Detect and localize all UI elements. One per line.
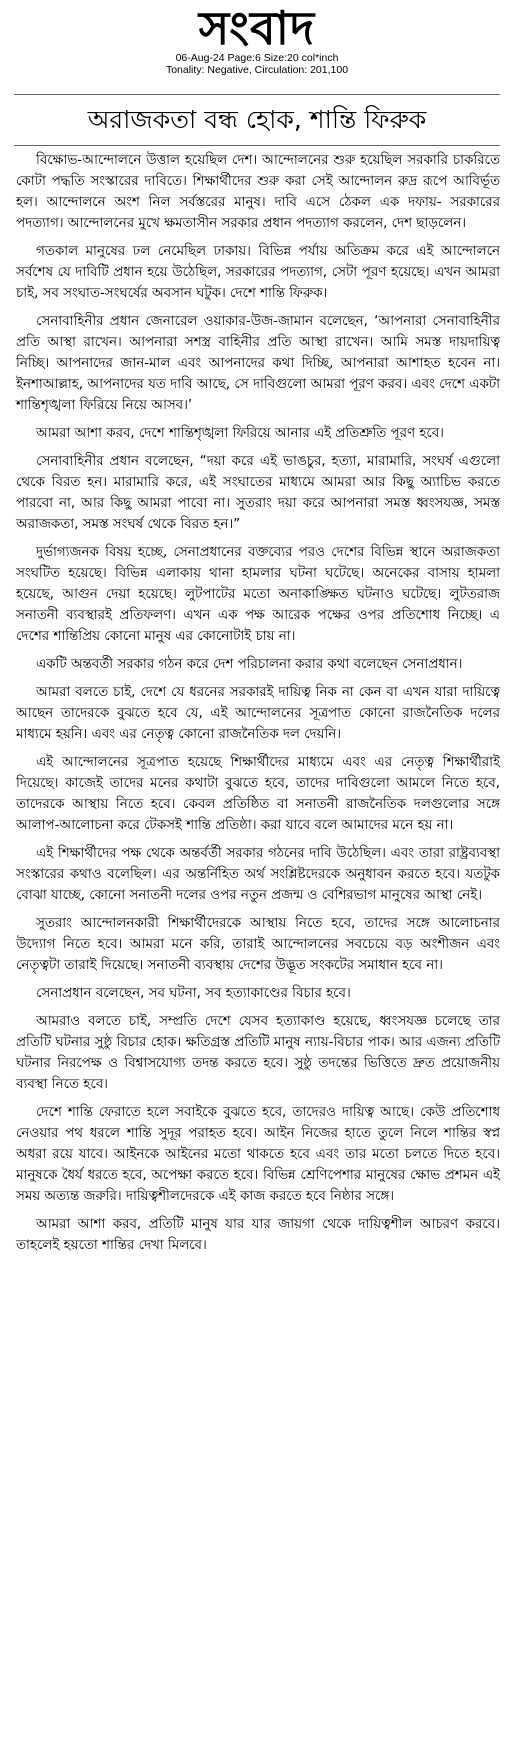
article-paragraph: এই শিক্ষার্থীদের পক্ষ থেকে অন্তর্বর্তী সরকার গঠনের দাবি উঠেছিল। এবং তারা রাষ্ট্রব্যবস্থা সংস্কারের কথাও বলেছিল। এর অন্তর্নিহিত অর্থ সংশ্লিষ্টদেরকে অনুধাবন করতে হবে। যতটুক বোঝা যাচ্ছে, কোনো সনাতনী দলের ওপর নতুন প্রজন্ম ও বেশিরভাগ মানুষের আস্থা নেই। [16, 846, 500, 903]
article-paragraph: সেনাপ্রধান বলেছেন, সব ঘটনা, সব হত্যাকাণ্ডের বিচার হবে। [36, 986, 351, 1001]
headline-box [14, 94, 500, 146]
article-paragraph: সেনাবাহিনীর প্রধান জেনারেল ওয়াকার-উজ-জামান বলেছেন, ‘আপনারা সেনাবাহিনীর প্রতি আস্থা রাখেন। আপনারা সশস্ত্র বাহিনীর প্রতি আস্থা রাখেন। আমি সমস্ত দায়দায়িত্ব নিচ্ছি। আপনাদের জান-মাল এবং আপনাদের কথা দিচ্ছি, আপনারা আশাহত হবেন না। ইনশাআল্লাহ, আপনাদের যত দাবি আছে, সে দাবিগুলো আমরা পূরণ করব। এবং দেশে একটা শান্তিশৃঙ্খলা ফিরিয়ে নিয়ে আসব।’ [16, 314, 500, 413]
article-paragraph: সেনাবাহিনীর প্রধান বলেছেন, “দয়া করে এই ভাঙচুর, হত্যা, মারামারি, সংঘর্ষ এগুলো থেকে বিরত হন। মারামারি করে, এই সংঘাতের মাধ্যমে আমরা আর কিছু অ্যাচিভ করতে পারবো না, আর কিছু আমরা পাবো না। সুতরাং দয়া করে আপনারা সমস্ত ধ্বংসযজ্ঞ, সমস্ত অরাজকতা, সমস্ত সংঘর্ষ থেকে বিরত হন।” [16, 454, 500, 532]
article-paragraph: আমরা আশা করব, প্রতিটি মানুষ যার যার জায়গা থেকে দায়িত্বশীল আচরণ করবে। তাহলেই হয়তো শান্তির দেখা মিলবে। [16, 1217, 500, 1253]
article-paragraph: গতকাল মানুষের ঢল নেমেছিল ঢাকায়। বিভিন্ন পর্যায় অতিক্রম করে এই আন্দোলনে সর্বশেষ যে দাবিটি প্রধান হয়ে উঠেছিল, সরকারের পদত্যাগ, সেটা পূরণ হয়েছে। এখন আমরা চাই, সব সংঘাত-সংঘর্ষের অবসান ঘটুক। দেশে শান্তি ফিরুক। [16, 244, 500, 301]
clipping-meta-tonality: Tonality: Negative, Circulation: 201,100 [165, 64, 349, 76]
article-headline: অরাজকতা বন্ধ হোক, শান্তি ফিরুক [87, 105, 427, 134]
article-body [16, 150, 500, 1263]
article-paragraph: বিক্ষোভ-আন্দোলনে উত্তাল হয়েছিল দেশ। আন্দোলনের শুরু হয়েছিল সরকারি চাকরিতে কোটা পদ্ধতি সংস্কারের দাবিতে। শিক্ষার্থীদের শুরু করা সেই আন্দোলন রুদ্র রূপে আবির্ভূত হল। আন্দোলনে অংশ নিল সর্বস্তরের মানুষ। দাবি এসে ঠেকল এক দফায়- সরকারের পদত্যাগ। আন্দোলনের মুখে ক্ষমতাসীন সরকার প্রধান পদত্যাগ করলেন, দেশ ছাড়লেন। [16, 153, 500, 231]
article-paragraph: এই আন্দোলনের সূত্রপাত হয়েছে শিক্ষার্থীদের মাধ্যমে এবং এর নেতৃত্ব শিক্ষার্থীরাই দিয়েছে। কাজেই তাদের মনের কথাটা বুঝতে হবে, তাদের দাবিগুলো আমলে নিতে হবে, তাদেরকে আস্থায় নিতে হবে। কেবল প্রতিষ্ঠিত বা সনাতনী রাজনৈতিক দলগুলোর সঙ্গে আলাপ-আলোচনা করে টেকসই শান্তি প্রতিষ্ঠা। করা যাবে বলে আমাদের মনে হয় না। [16, 755, 500, 833]
newspaper-logo: সংবাদ [198, 1, 316, 55]
article-paragraph: আমরা বলতে চাই, দেশে যে ধরনের সরকারই দায়িত্ব নিক না কেন বা এখন যারা দায়িত্বে আছেন তাদেরকে বুঝতে হবে যে, এই আন্দোলনের সূত্রপাত কোনো রাজনৈতিক দলের মাধ্যমে হয়নি। এবং এর নেতৃত্ব কোনো রাজনৈতিক দল দেয়নি। [16, 685, 500, 742]
article-paragraph: দেশে শান্তি ফেরাতে হলে সবাইকে বুঝতে হবে, তাদেরও দায়িত্ব আছে। কেউ প্রতিশোধ নেওয়ার পথ ধরলে শান্তি সুদূর পরাহত হবে। আইন নিজের হাতে তুলে নিলে শান্তির স্বপ্ন অধরা রয়ে যাবে। আইনকে আইনের মতো থাকতে হবে এবং তার মতো চলতে দিতে হবে। মানুষকে ধৈর্য ধরতে হবে, অপেক্ষা করতে হবে। বিভিন্ন শ্রেণিপেশার মানুষের ক্ষোভ প্রশমন এই সময় অত্যন্ত জরুরি। দায়িত্বশীলদেরকে এই কাজ করতে হবে নিষ্ঠার সঙ্গে। [16, 1105, 500, 1204]
masthead [0, 0, 514, 76]
article-paragraph: দুর্ভাগ্যজনক বিষয় হচ্ছে, সেনাপ্রধানের বক্তব্যের পরও দেশের বিভিন্ন স্থানে অরাজকতা সংঘটিত হয়েছে। বিভিন্ন এলাকায় থানা হামলার ঘটনা ঘটেছে। অনেকের বাসায় হামলা হয়েছে, আগুন দেয়া হয়েছে। লুটপাটের মতো অনাকাঙ্ক্ষিত ঘটনাও ঘটেছে। লুটতরাজ সনাতনী ব্যবস্থারই প্রতিফলণ। এখন এক পক্ষ আরেক পক্ষের ওপর প্রতিশোধ নিচ্ছে। এ দেশের শান্তিপ্রিয় কোনো মানুষ এর কোনোটাই চায় না। [16, 545, 500, 644]
article-paragraph: একটি অন্তবর্তী সরকার গঠন করে দেশ পরিচালনা করার কথা বলেছেন সেনাপ্রধান। [36, 657, 463, 672]
article-paragraph: সুতরাং আন্দোলনকারী শিক্ষার্থীদেরকে আস্থায় নিতে হবে, তাদের সঙ্গে আলোচনার উদ্যোগ নিতে হবে। আমরা মনে করি, তারাই আন্দোলনের সবচেয়ে বড় অংশীজন এবং নেতৃত্বটা তারাই দিয়েছে। সনাতনী ব্যবস্থায় দেশের উদ্ভূত সংকটের সমাধান হবে না। [16, 916, 500, 973]
article-paragraph: আমরাও বলতে চাই, সম্প্রতি দেশে যেসব হত্যাকাণ্ড হয়েছে, ধ্বংসযজ্ঞ চলেছে তার প্রতিটি ঘটনার সুষ্ঠু বিচার হোক। ক্ষতিগ্রস্ত প্রতিটি মানুষ ন্যায়-বিচার পাক। আর এজন্য প্রতিটি ঘটনার নিরপেক্ষ ও বিশ্বাসযোগ্য তদন্ত করতে হবে। সুষ্ঠু তদন্তের ভিত্তিতে দ্রুত প্রয়োজনীয় ব্যবস্থা নিতে হবে। [16, 1014, 500, 1092]
clipping-meta-date-size: 06-Aug-24 Page:6 Size:20 col*inch [175, 52, 339, 64]
article-paragraph: আমরা আশা করব, দেশে শান্তিশৃঙ্খলা ফিরিয়ে আনার এই প্রতিশ্রুতি পূরণ হবে। [36, 426, 444, 441]
